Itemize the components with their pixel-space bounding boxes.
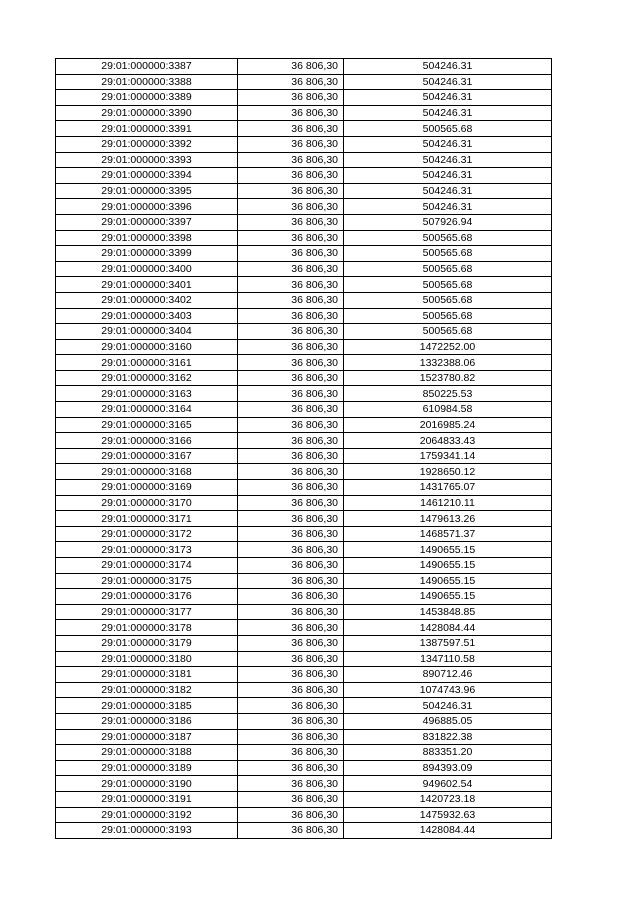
cadastral-number-cell: 29:01:000000:3182 (56, 682, 238, 698)
cadastral-number-cell: 29:01:000000:3400 (56, 261, 238, 277)
cadastral-number-cell: 29:01:000000:3389 (56, 90, 238, 106)
cost-cell: 850225.53 (344, 386, 552, 402)
cadastral-number-cell: 29:01:000000:3175 (56, 573, 238, 589)
area-cell: 36 806,30 (238, 620, 344, 636)
table-row (56, 74, 552, 90)
area-cell: 36 806,30 (238, 308, 344, 324)
cost-cell: 1472252.00 (344, 339, 552, 355)
cost-cell: 2016985.24 (344, 417, 552, 433)
cost-cell: 500565.68 (344, 277, 552, 293)
table-row (56, 713, 552, 729)
table-row (56, 620, 552, 636)
area-cell: 36 806,30 (238, 277, 344, 293)
cadastral-number-cell: 29:01:000000:3174 (56, 558, 238, 574)
cost-cell: 1461210.11 (344, 495, 552, 511)
area-cell: 36 806,30 (238, 433, 344, 449)
area-cell: 36 806,30 (238, 542, 344, 558)
table-row (56, 292, 552, 308)
area-cell: 36 806,30 (238, 667, 344, 683)
table-row (56, 90, 552, 106)
cadastral-number-cell: 29:01:000000:3186 (56, 713, 238, 729)
table-row (56, 776, 552, 792)
cost-cell: 504246.31 (344, 105, 552, 121)
area-cell: 36 806,30 (238, 355, 344, 371)
cost-cell: 500565.68 (344, 308, 552, 324)
cost-cell: 1759341.14 (344, 448, 552, 464)
area-cell: 36 806,30 (238, 791, 344, 807)
cost-cell: 504246.31 (344, 698, 552, 714)
area-cell: 36 806,30 (238, 651, 344, 667)
cost-cell: 504246.31 (344, 74, 552, 90)
cost-cell: 1490655.15 (344, 573, 552, 589)
table-row (56, 604, 552, 620)
cadastral-number-cell: 29:01:000000:3176 (56, 589, 238, 605)
area-cell: 36 806,30 (238, 807, 344, 823)
cost-cell: 1475932.63 (344, 807, 552, 823)
cadastral-number-cell: 29:01:000000:3164 (56, 402, 238, 418)
cadastral-number-cell: 29:01:000000:3391 (56, 121, 238, 137)
table-row (56, 324, 552, 340)
table-row (56, 589, 552, 605)
table-row (56, 230, 552, 246)
cadastral-number-cell: 29:01:000000:3401 (56, 277, 238, 293)
cadastral-number-cell: 29:01:000000:3160 (56, 339, 238, 355)
area-cell: 36 806,30 (238, 698, 344, 714)
cost-cell: 500565.68 (344, 292, 552, 308)
table-row (56, 386, 552, 402)
cadastral-number-cell: 29:01:000000:3390 (56, 105, 238, 121)
area-cell: 36 806,30 (238, 713, 344, 729)
cost-cell: 500565.68 (344, 324, 552, 340)
area-cell: 36 806,30 (238, 448, 344, 464)
table-row (56, 807, 552, 823)
cost-cell: 504246.31 (344, 90, 552, 106)
table-row (56, 573, 552, 589)
cadastral-number-cell: 29:01:000000:3387 (56, 59, 238, 75)
cost-cell: 1490655.15 (344, 558, 552, 574)
cadastral-number-cell: 29:01:000000:3395 (56, 183, 238, 199)
cost-cell: 496885.05 (344, 713, 552, 729)
cost-cell: 504246.31 (344, 168, 552, 184)
cadastral-number-cell: 29:01:000000:3163 (56, 386, 238, 402)
cost-cell: 894393.09 (344, 760, 552, 776)
cadastral-number-cell: 29:01:000000:3165 (56, 417, 238, 433)
cost-cell: 2064833.43 (344, 433, 552, 449)
table-row (56, 121, 552, 137)
cost-cell: 949602.54 (344, 776, 552, 792)
area-cell: 36 806,30 (238, 526, 344, 542)
table-row (56, 59, 552, 75)
cost-cell: 1928650.12 (344, 464, 552, 480)
table-row (56, 448, 552, 464)
cost-cell: 1347110.58 (344, 651, 552, 667)
cost-cell: 1490655.15 (344, 542, 552, 558)
table-row (56, 370, 552, 386)
cadastral-number-cell: 29:01:000000:3166 (56, 433, 238, 449)
cost-cell: 504246.31 (344, 183, 552, 199)
table-row (56, 277, 552, 293)
cost-cell: 500565.68 (344, 230, 552, 246)
cost-cell: 1332388.06 (344, 355, 552, 371)
area-cell: 36 806,30 (238, 199, 344, 215)
table-row (56, 402, 552, 418)
table-row (56, 105, 552, 121)
area-cell: 36 806,30 (238, 495, 344, 511)
cadastral-number-cell: 29:01:000000:3168 (56, 464, 238, 480)
cost-cell: 1428084.44 (344, 823, 552, 839)
table-body (56, 59, 552, 839)
cadastral-number-cell: 29:01:000000:3402 (56, 292, 238, 308)
area-cell: 36 806,30 (238, 417, 344, 433)
table-row (56, 308, 552, 324)
table-row (56, 698, 552, 714)
cost-cell: 1387597.51 (344, 635, 552, 651)
cost-cell: 1420723.18 (344, 791, 552, 807)
area-cell: 36 806,30 (238, 776, 344, 792)
area-cell: 36 806,30 (238, 573, 344, 589)
area-cell: 36 806,30 (238, 105, 344, 121)
area-cell: 36 806,30 (238, 230, 344, 246)
area-cell: 36 806,30 (238, 121, 344, 137)
cadastral-number-cell: 29:01:000000:3404 (56, 324, 238, 340)
table-row (56, 464, 552, 480)
area-cell: 36 806,30 (238, 402, 344, 418)
area-cell: 36 806,30 (238, 261, 344, 277)
area-cell: 36 806,30 (238, 292, 344, 308)
cadastral-number-cell: 29:01:000000:3192 (56, 807, 238, 823)
cadastral-number-cell: 29:01:000000:3171 (56, 511, 238, 527)
cadastral-number-cell: 29:01:000000:3399 (56, 246, 238, 262)
table-row (56, 495, 552, 511)
area-cell: 36 806,30 (238, 152, 344, 168)
area-cell: 36 806,30 (238, 339, 344, 355)
cadastral-number-cell: 29:01:000000:3181 (56, 667, 238, 683)
area-cell: 36 806,30 (238, 464, 344, 480)
area-cell: 36 806,30 (238, 823, 344, 839)
cost-cell: 1453848.85 (344, 604, 552, 620)
cost-cell: 507926.94 (344, 214, 552, 230)
area-cell: 36 806,30 (238, 760, 344, 776)
table-row (56, 791, 552, 807)
cost-cell: 1490655.15 (344, 589, 552, 605)
cadastral-number-cell: 29:01:000000:3178 (56, 620, 238, 636)
cost-cell: 1074743.96 (344, 682, 552, 698)
cadastral-number-cell: 29:01:000000:3398 (56, 230, 238, 246)
area-cell: 36 806,30 (238, 183, 344, 199)
area-cell: 36 806,30 (238, 682, 344, 698)
cadastral-number-cell: 29:01:000000:3170 (56, 495, 238, 511)
table-row (56, 542, 552, 558)
area-cell: 36 806,30 (238, 59, 344, 75)
cadastral-number-cell: 29:01:000000:3190 (56, 776, 238, 792)
cost-cell: 1468571.37 (344, 526, 552, 542)
cadastral-number-cell: 29:01:000000:3191 (56, 791, 238, 807)
table-row (56, 480, 552, 496)
cadastral-number-cell: 29:01:000000:3393 (56, 152, 238, 168)
cadastral-number-cell: 29:01:000000:3162 (56, 370, 238, 386)
area-cell: 36 806,30 (238, 168, 344, 184)
cadastral-number-cell: 29:01:000000:3392 (56, 136, 238, 152)
cost-cell: 890712.46 (344, 667, 552, 683)
table-row (56, 183, 552, 199)
area-cell: 36 806,30 (238, 511, 344, 527)
cost-cell: 831822.38 (344, 729, 552, 745)
cadastral-number-cell: 29:01:000000:3403 (56, 308, 238, 324)
area-cell: 36 806,30 (238, 246, 344, 262)
cadastral-number-cell: 29:01:000000:3189 (56, 760, 238, 776)
cost-cell: 504246.31 (344, 199, 552, 215)
cadastral-number-cell: 29:01:000000:3188 (56, 745, 238, 761)
cadastral-number-cell: 29:01:000000:3397 (56, 214, 238, 230)
cost-cell: 1479613.26 (344, 511, 552, 527)
area-cell: 36 806,30 (238, 90, 344, 106)
area-cell: 36 806,30 (238, 480, 344, 496)
table-row (56, 667, 552, 683)
table-row (56, 635, 552, 651)
cost-cell: 1431765.07 (344, 480, 552, 496)
table-row (56, 745, 552, 761)
area-cell: 36 806,30 (238, 589, 344, 605)
table-row (56, 261, 552, 277)
table-row (56, 355, 552, 371)
area-cell: 36 806,30 (238, 604, 344, 620)
cost-cell: 1428084.44 (344, 620, 552, 636)
cost-cell: 883351.20 (344, 745, 552, 761)
cost-cell: 500565.68 (344, 121, 552, 137)
area-cell: 36 806,30 (238, 745, 344, 761)
table-row (56, 526, 552, 542)
cadastral-number-cell: 29:01:000000:3193 (56, 823, 238, 839)
table-row (56, 168, 552, 184)
table-row (56, 214, 552, 230)
area-cell: 36 806,30 (238, 386, 344, 402)
cost-cell: 500565.68 (344, 246, 552, 262)
table-row (56, 651, 552, 667)
table-row (56, 558, 552, 574)
table-row (56, 682, 552, 698)
table-row (56, 136, 552, 152)
cost-cell: 500565.68 (344, 261, 552, 277)
cost-cell: 504246.31 (344, 152, 552, 168)
cadastral-number-cell: 29:01:000000:3161 (56, 355, 238, 371)
cadastral-number-cell: 29:01:000000:3394 (56, 168, 238, 184)
area-cell: 36 806,30 (238, 729, 344, 745)
cadastral-number-cell: 29:01:000000:3180 (56, 651, 238, 667)
cadastral-number-cell: 29:01:000000:3396 (56, 199, 238, 215)
cadastral-number-cell: 29:01:000000:3177 (56, 604, 238, 620)
cadastral-number-cell: 29:01:000000:3167 (56, 448, 238, 464)
table-row (56, 511, 552, 527)
cadastral-number-cell: 29:01:000000:3173 (56, 542, 238, 558)
cadastral-number-cell: 29:01:000000:3179 (56, 635, 238, 651)
table-row (56, 729, 552, 745)
table-row (56, 339, 552, 355)
data-table (55, 58, 552, 839)
cost-cell: 504246.31 (344, 59, 552, 75)
cost-cell: 1523780.82 (344, 370, 552, 386)
cadastral-number-cell: 29:01:000000:3169 (56, 480, 238, 496)
table-row (56, 246, 552, 262)
table-row (56, 433, 552, 449)
area-cell: 36 806,30 (238, 370, 344, 386)
area-cell: 36 806,30 (238, 136, 344, 152)
area-cell: 36 806,30 (238, 324, 344, 340)
cadastral-number-cell: 29:01:000000:3388 (56, 74, 238, 90)
area-cell: 36 806,30 (238, 214, 344, 230)
cadastral-number-cell: 29:01:000000:3185 (56, 698, 238, 714)
area-cell: 36 806,30 (238, 635, 344, 651)
cadastral-number-cell: 29:01:000000:3187 (56, 729, 238, 745)
table-row (56, 199, 552, 215)
table-row (56, 760, 552, 776)
cost-cell: 504246.31 (344, 136, 552, 152)
table-row (56, 417, 552, 433)
table-row (56, 823, 552, 839)
area-cell: 36 806,30 (238, 74, 344, 90)
area-cell: 36 806,30 (238, 558, 344, 574)
table-row (56, 152, 552, 168)
cadastral-number-cell: 29:01:000000:3172 (56, 526, 238, 542)
cost-cell: 610984.58 (344, 402, 552, 418)
